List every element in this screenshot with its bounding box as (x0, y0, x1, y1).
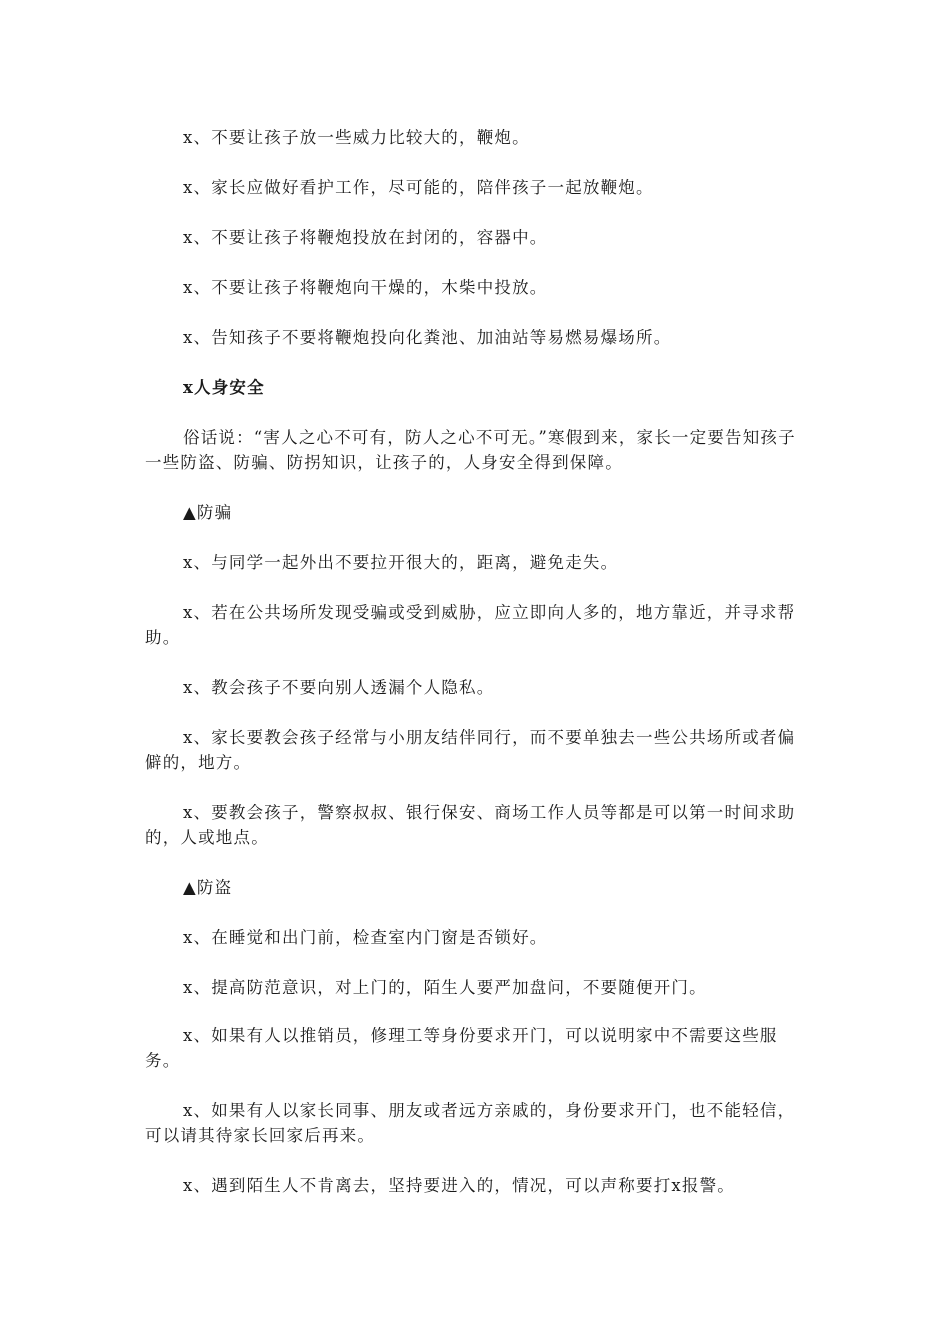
fraud-item-1: x、与同学一起外出不要拉开很大的，距离，避免走失。 (183, 553, 619, 572)
paragraph-firecracker-2: x、家长应做好看护工作，尽可能的，陪伴孩子一起放鞭炮。 (183, 178, 654, 197)
paragraph-firecracker-5: x、告知孩子不要将鞭炮投向化粪池、加油站等易燃易爆场所。 (183, 328, 672, 347)
theft-item-1: x、在睡觉和出门前，检查室内门窗是否锁好。 (183, 928, 548, 947)
theft-item-3: x、如果有人以推销员，修理工等身份要求开门，可以说明家中不需要这些服务。 (145, 1026, 778, 1070)
theft-item-4: x、如果有人以家长同事、朋友或者远方亲戚的，身份要求开门，也不能轻信，可以请其待家长回家后再来。 (145, 1101, 796, 1145)
fraud-item-5: x、要教会孩子，警察叔叔、银行保安、商场工作人员等都是可以第一时间求助的，人或地点。 (145, 803, 796, 847)
paragraph-intro: 俗话说：“害人之心不可有，防人之心不可无。”寒假到来，家长一定要告知孩子一些防盗、防骗、防拐知识，让孩子的，人身安全得到保障。 (145, 428, 796, 472)
fraud-item-2: x、若在公共场所发现受骗或受到威胁，应立即向人多的，地方靠近，并寻求帮助。 (145, 603, 796, 647)
paragraph-firecracker-4: x、不要让孩子将鞭炮向干燥的，木柴中投放。 (183, 278, 548, 297)
fraud-item-3: x、教会孩子不要向别人透漏个人隐私。 (183, 678, 495, 697)
subheading-anti-theft: ▲防盗 (183, 878, 233, 897)
theft-item-2: x、提高防范意识，对上门的，陌生人要严加盘问，不要随便开门。 (183, 978, 707, 997)
theft-item-5: x、遇到陌生人不肯离去，坚持要进入的，情况，可以声称要打x报警。 (183, 1176, 736, 1195)
fraud-item-4: x、家长要教会孩子经常与小朋友结伴同行，而不要单独去一些公共场所或者偏僻的，地方。 (145, 728, 796, 772)
subheading-anti-fraud: ▲防骗 (183, 503, 233, 522)
paragraph-firecracker-1: x、不要让孩子放一些威力比较大的，鞭炮。 (183, 128, 530, 147)
paragraph-firecracker-3: x、不要让孩子将鞭炮投放在封闭的，容器中。 (183, 228, 548, 247)
section-title-personal-safety: x人身安全 (183, 378, 265, 397)
